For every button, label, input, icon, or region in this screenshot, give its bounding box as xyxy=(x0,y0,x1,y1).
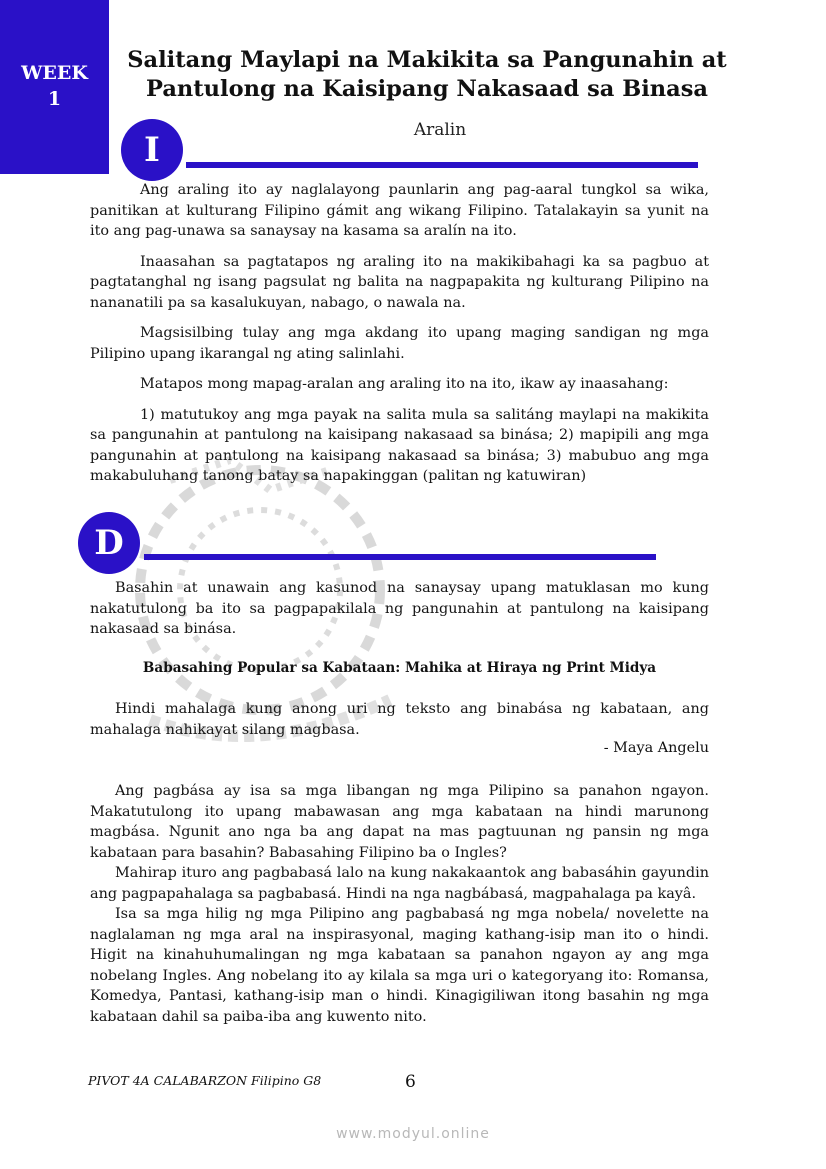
section-i-divider xyxy=(186,162,698,168)
section-d-intro xyxy=(90,578,709,640)
page-title xyxy=(112,46,742,104)
paragraph: Mahirap ituro ang pagbabasá lalo na kung nakakaantok ang babasáhin gayundin ang pagpapahalaga sa pagbabasá. Hindi na nga nagbábasá, magpahalaga pa kayâ. xyxy=(90,865,709,902)
paragraph: Inaasahan sa pagtatapos ng araling ito na makikibahagi ka sa pagbuo at pagtatanghal ng isang pagsulat ng balita na nagpapakita ng kulturang Pilipino na nananatili pa sa kasalukuyan, nabago, o nawala na. xyxy=(90,253,709,311)
page-number: 6 xyxy=(405,1072,416,1092)
section-i-body xyxy=(90,180,709,487)
week-badge xyxy=(0,0,109,174)
essay-title: Babasahing Popular sa Kabataan: Mahika at Hiraya ng Print Midya xyxy=(142,660,657,676)
essay-body xyxy=(90,781,709,1027)
section-d-divider xyxy=(144,554,656,560)
paragraph: Magsisilbing tulay ang mga akdang ito upang maging sandigan ng mga Pilipino upang ikarangal ng ating salinlahi. xyxy=(90,325,709,362)
title-line-2: Pantulong na Kaisipang Nakasaad sa Binasa xyxy=(146,76,708,102)
section-i-badge: I xyxy=(121,119,183,181)
paragraph: Matapos mong mapag-aralan ang araling ito na ito, ikaw ay inaasahang: xyxy=(140,376,669,392)
section-d-badge: D xyxy=(78,512,140,574)
week-number: 1 xyxy=(47,88,62,110)
quote xyxy=(90,699,709,740)
section-i-heading: Aralin xyxy=(413,120,467,140)
paragraph: Ang araling ito ay naglalayong paunlarin ang pag-aaral tungkol sa wika, panitikan at kulturang Filipino gámit ang wikang Filipino. Tatalakayin sa yunit na ito ang pag-unawa sa sanaysay na kasama sa aralín na ito. xyxy=(90,182,709,239)
watermark-url: www.modyul.online xyxy=(336,1126,490,1142)
paragraph: Ang pagbása ay isa sa mga libangan ng mga Pilipino sa panahon ngayon. Makatutulong ito upang mabawasan ang mga kabataan na hindi marunong magbása. Ngunit ano nga ba ang dapat na mas pagtuunan ng pansin ng mga kabataan para basahin? Babasahing Filipino ba o Ingles? xyxy=(90,783,709,861)
footer-label: PIVOT 4A CALABARZON Filipino G8 xyxy=(88,1073,322,1088)
paragraph: Basahin at unawain ang kasunod na sanaysay upang matuklasan mo kung nakatutulong ba ito sa pagpapakilala ng pangunahin at pantulong na kaisipang nakasaad sa binása. xyxy=(90,580,709,637)
quote-author: - Maya Angelu xyxy=(603,740,709,756)
paragraph: Isa sa mga hilig ng mga Pilipino ang pagbabasá ng mga nobela/ novelette na naglalaman ng mga aral na inspirasyonal, maging kathang-isip man ito o hindi. Higit na kinahuhumalingan ng mga kabataan sa panahon ngayon ay ang mga nobelang Ingles. Ang nobelang ito ay kilala sa mga uri o kategoryang ito: Romansa, Komedya, Pantasi, kathang-isip man o hindi. Kinagigiliwan itong basahin ng mga kabataan dahil sa paiba-iba ang kuwento nito. xyxy=(90,906,709,1025)
week-label: WEEK xyxy=(21,62,88,84)
quote-text: Hindi mahalaga kung anong uri ng teksto ang binabása ng kabataan, ang mahalaga nahikayat silang magbasa. xyxy=(90,701,709,738)
title-line-1: Salitang Maylapi na Makikita sa Pangunahin at xyxy=(127,47,727,73)
objectives-list: 1) matutukoy ang mga payak na salita mula sa salitáng maylapi na makikita sa pangunahin at pantulong na kaisipang nakasaad sa binása; 2) mapipili ang mga pangunahin at pantulong na kaisipang nakasaad sa binása; 3) mabubuo ang mga makabuluhang tanong batay sa napakinggan (palitan ng katuwiran) xyxy=(90,406,709,484)
